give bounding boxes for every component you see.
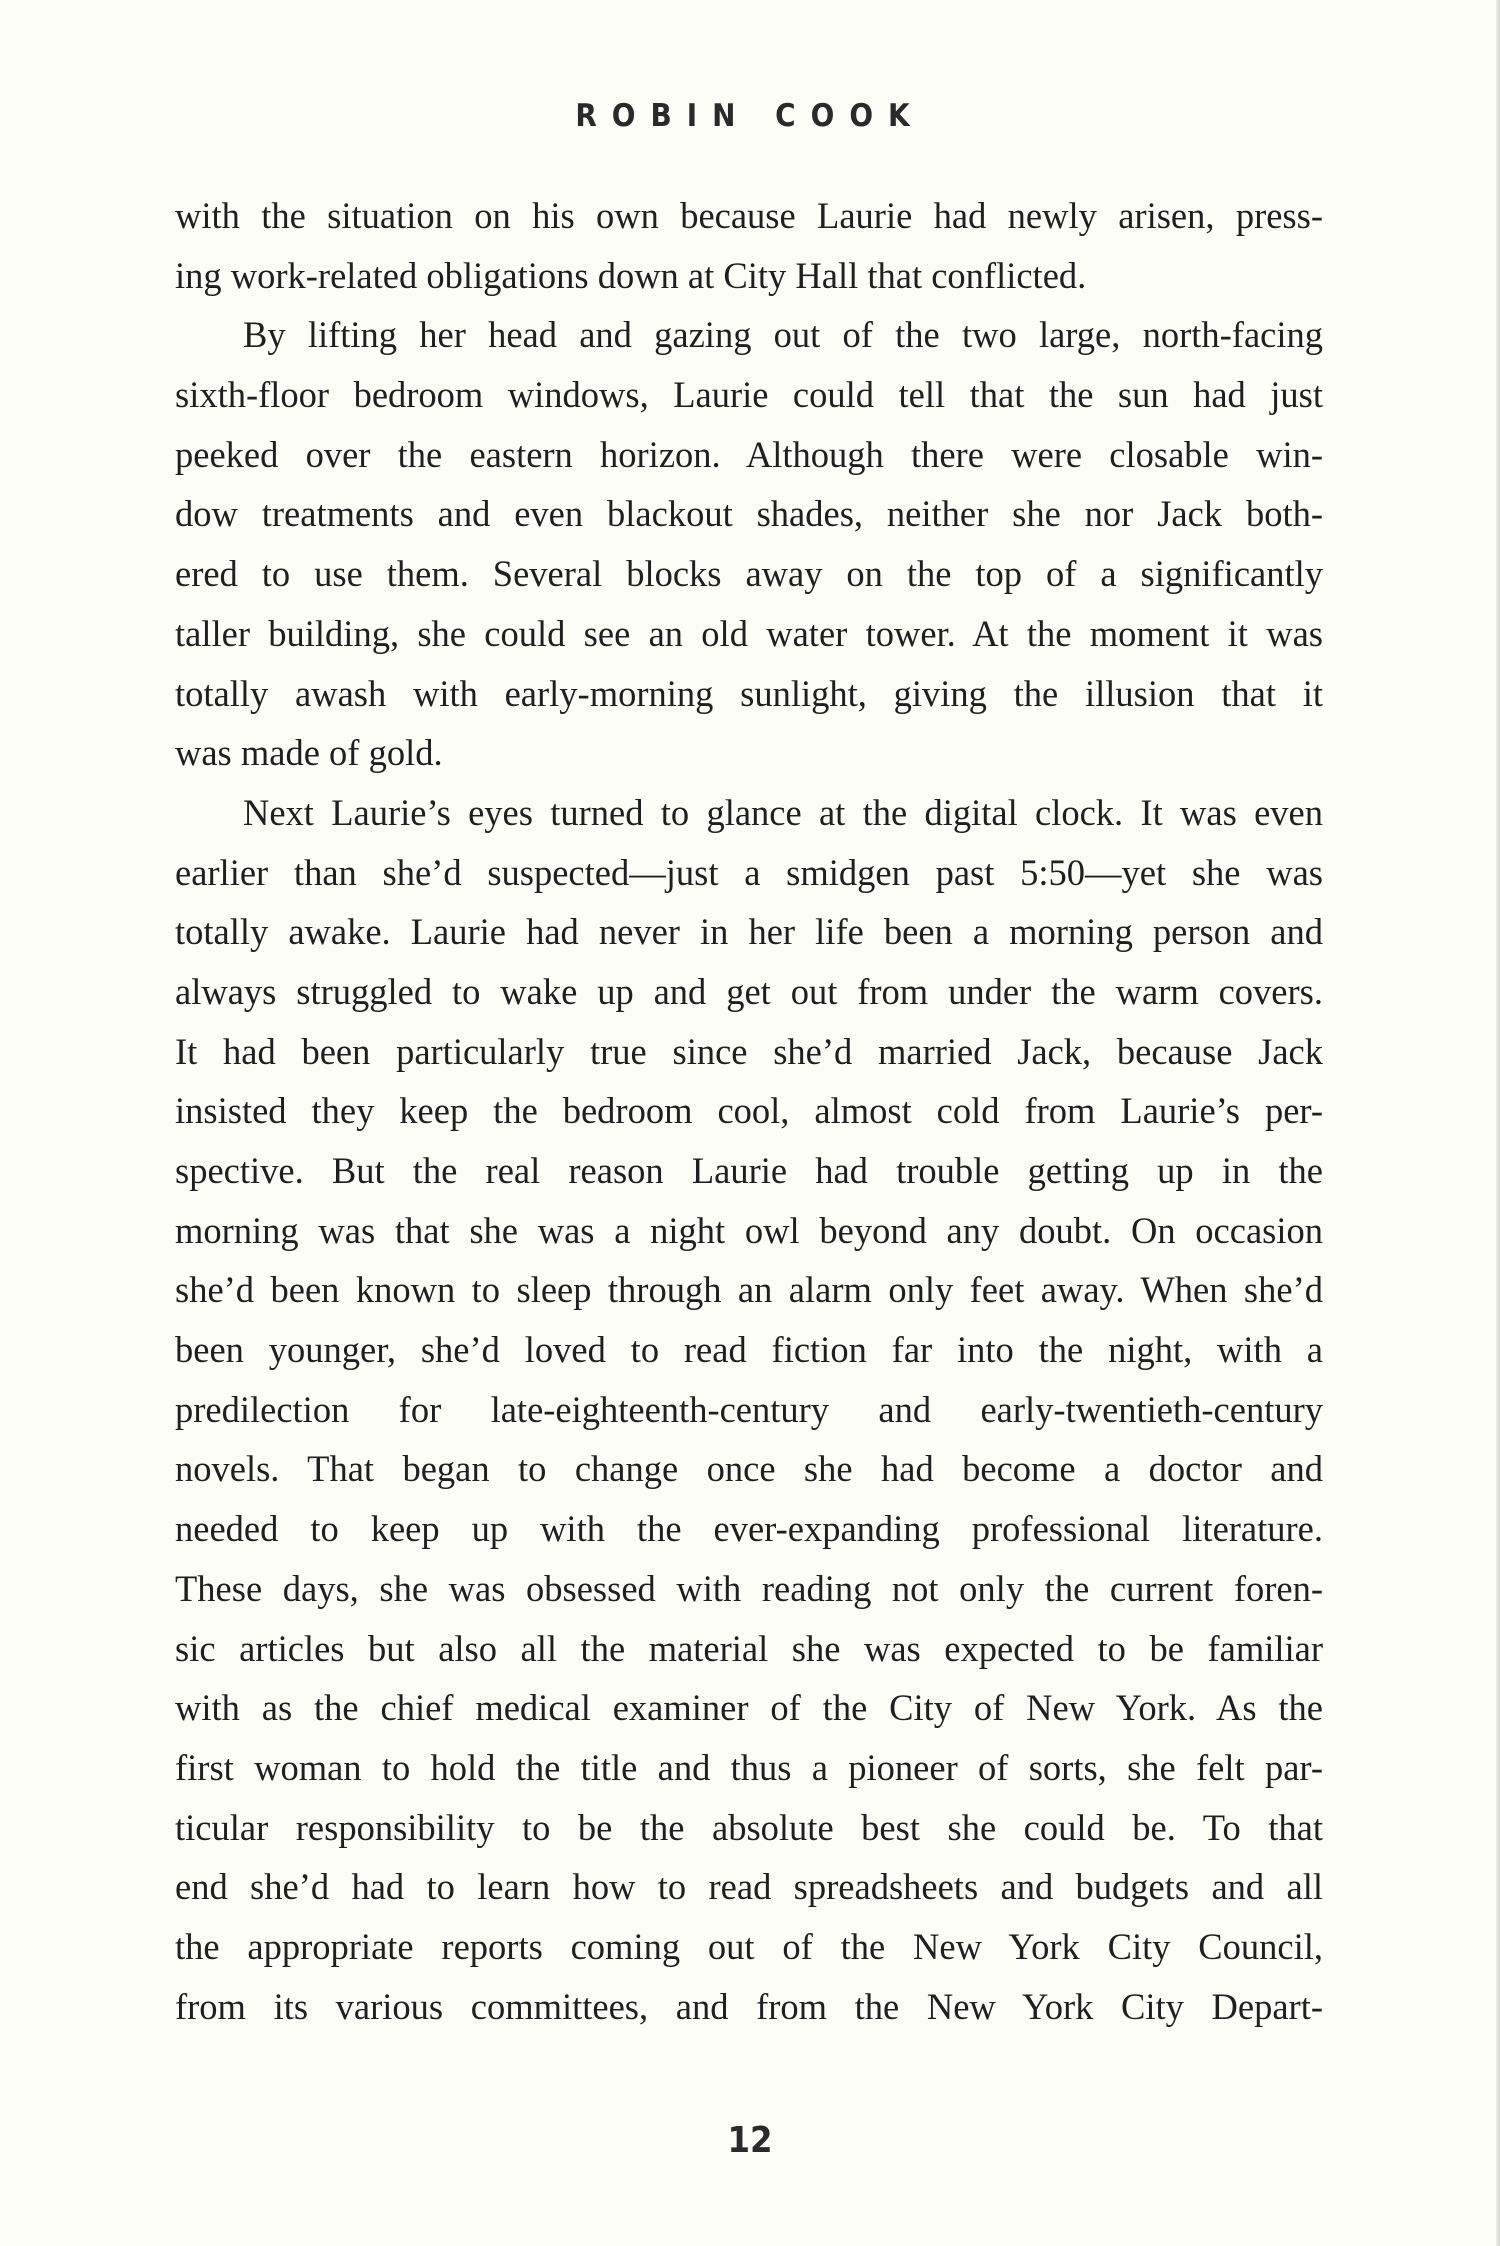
text-line: sic articles but also all the material she was expected to be familiar [175, 1627, 1323, 1669]
body-text [175, 186, 1323, 2036]
text-line: ing work-related obligations down at City Hall that conflicted. [175, 254, 1087, 296]
text-line: insisted they keep the bedroom cool, almost cold from Laurie’s per- [175, 1090, 1323, 1132]
text-line: been younger, she’d loved to read fiction far into the night, with a [175, 1329, 1323, 1371]
text-line: she’d been known to sleep through an alarm only feet away. When she’d [175, 1269, 1323, 1311]
text-line: novels. That began to change once she had become a doctor and [175, 1448, 1323, 1490]
text-line: It had been particularly true since she’d married Jack, because Jack [175, 1030, 1323, 1072]
page-edge-shadow [1496, 0, 1500, 2246]
text-line: from its various committees, and from the New York City Depart- [175, 1985, 1323, 2027]
text-line: ered to use them. Several blocks away on the top of a significantly [175, 553, 1323, 595]
text-line: taller building, she could see an old water tower. At the moment it was [175, 612, 1323, 654]
text-line: peeked over the eastern horizon. Although there were closable win- [175, 433, 1323, 475]
text-line: predilection for late-eighteenth-century and early-twentieth-century [175, 1388, 1323, 1430]
text-line: By lifting her head and gazing out of the two large, north-facing [243, 314, 1323, 356]
text-line: ticular responsibility to be the absolute best she could be. To that [175, 1806, 1323, 1848]
text-line: Next Laurie’s eyes turned to glance at the digital clock. It was even [243, 791, 1323, 833]
text-line: totally awake. Laurie had never in her life been a morning person and [175, 911, 1323, 953]
text-line: the appropriate reports coming out of the New York City Council, [175, 1925, 1323, 1967]
text-line: totally awash with early-morning sunlight, giving the illusion that it [175, 672, 1323, 714]
text-line: sixth-floor bedroom windows, Laurie could tell that the sun had just [175, 374, 1323, 416]
text-line: spective. But the real reason Laurie had trouble getting up in the [175, 1150, 1323, 1191]
text-line: was made of gold. [175, 732, 443, 774]
running-head: ROBIN COOK [575, 98, 925, 134]
text-line: first woman to hold the title and thus a pioneer of sorts, she felt par- [175, 1746, 1323, 1788]
text-line: dow treatments and even blackout shades, neither she nor Jack both- [175, 493, 1323, 535]
text-line: with as the chief medical examiner of the City of New York. As the [175, 1687, 1323, 1729]
text-line: with the situation on his own because Laurie had newly arisen, press- [175, 195, 1323, 236]
text-line: always struggled to wake up and get out from under the warm covers. [175, 970, 1323, 1012]
text-line: These days, she was obsessed with reading not only the current foren- [175, 1567, 1323, 1609]
text-line: end she’d had to learn how to read spreadsheets and budgets and all [175, 1866, 1323, 1908]
text-line: earlier than she’d suspected—just a smidgen past 5:50—yet she was [175, 851, 1323, 893]
text-line: morning was that she was a night owl beyond any doubt. On occasion [175, 1209, 1323, 1251]
text-line: needed to keep up with the ever-expanding professional literature. [175, 1508, 1323, 1550]
page-number: 12 [727, 2120, 773, 2161]
